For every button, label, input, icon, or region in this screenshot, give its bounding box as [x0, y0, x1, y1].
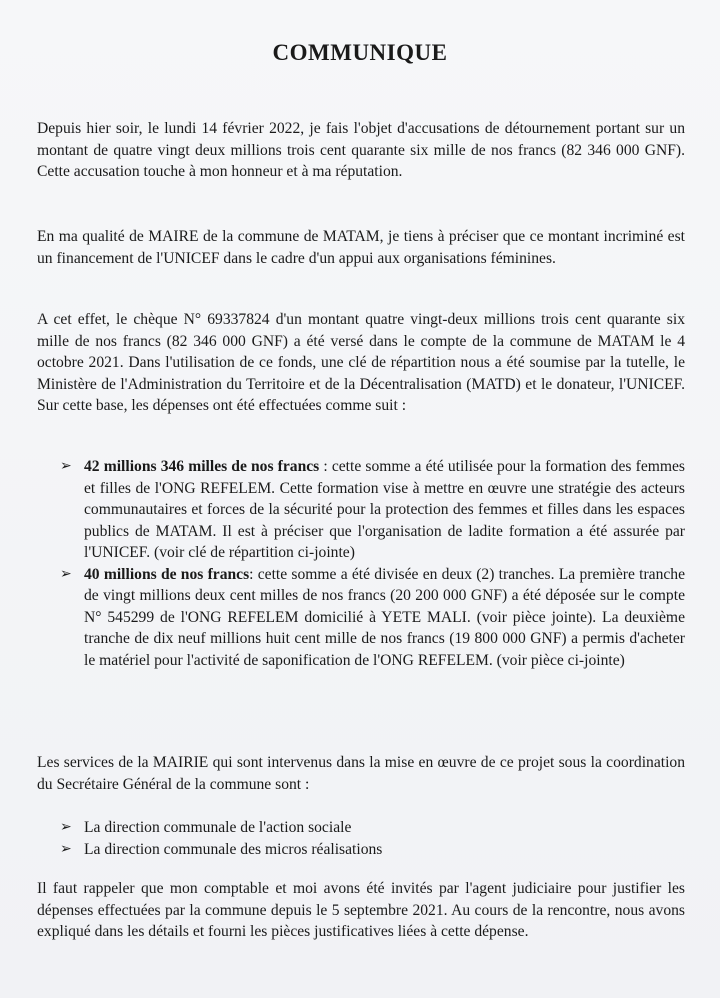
- expense-1-amount: 42 millions 346 milles de nos francs: [84, 458, 320, 475]
- arrow-bullet-icon: ➢: [60, 820, 72, 835]
- expense-list: [60, 456, 685, 671]
- paragraph-services: Les services de la MAIRIE qui sont intervenus dans la mise en œuvre de ce projet sous la coordination du Secrétaire Général de la commune sont :: [37, 754, 685, 793]
- paragraph-clarification: En ma qualité de MAIRE de la commune de MATAM, je tiens à préciser que ce montant incriminé est un financement de l'UNICEF dans le cadre d'un appui aux organisations féminines.: [37, 228, 685, 267]
- expense-1-text: : cette somme a été utilisée pour la formation des femmes et filles de l'ONG REFELEM. Cette formation vise à mettre en œuvre une stratégie des acteurs communautaires et forces de la sécurité pour la protection des femmes et filles dans les espaces publics de MATAM. Il est à préciser que l'organisation de ladite formation a été assurée par l'UNICEF. (voir clé de répartition ci-jointe): [84, 458, 685, 561]
- services-list: [60, 817, 685, 860]
- expense-item-1: [60, 456, 685, 564]
- service-item-2: [60, 839, 685, 861]
- expense-2-amount: 40 millions de nos francs: [84, 565, 250, 583]
- service-1-label: La direction communale de l'action sociale: [84, 819, 352, 836]
- service-item-1: [60, 817, 685, 839]
- expense-item-2: [60, 564, 685, 672]
- expense-2-text: : cette somme a été divisée en deux (2) tranches. La première tranche de vingt millions deux cent milles de nos francs (20 200 000 GNF) a été déposée sur le compte N° 545299 de l'ONG REFELEM domicilié à YETE MALI. (voir pièce jointe). La deuxième tranche de dix neuf millions huit cent mille de nos francs (19 800 000 GNF) a permis d'acheter le matériel pour l'activité de saponification de l'ONG REFELEM. (voir pièce ci-jointe): [84, 565, 686, 669]
- service-2-label: La direction communale des micros réalisations: [84, 840, 383, 858]
- paragraph-cheque: A cet effet, le chèque N° 69337824 d'un montant quatre vingt-deux millions trois cent quarante six mille de nos francs (82 346 000 GNF) a été versé dans le compte de la commune de MATAM le 4 octobre 2021. Dans l'utilisation de ce fonds, une clé de répartition nous a été soumise par la tutelle, le Ministère de l'Administration du Territoire et de la Décentralisation (MATD) et le donateur, l'UNICEF. Sur cette base, les dépenses ont été effectuées comme suit :: [37, 311, 685, 414]
- arrow-bullet-icon: ➢: [60, 566, 72, 582]
- arrow-bullet-icon: ➢: [60, 459, 72, 474]
- arrow-bullet-icon: ➢: [60, 841, 72, 857]
- paragraph-accusation: Depuis hier soir, le lundi 14 février 2022, je fais l'objet d'accusations de détournement portant sur un montant de quatre vingt deux millions trois cent quarante six mille de nos francs (82 346 000 GNF). Cette accusation touche à mon honneur et à ma réputation.: [37, 120, 685, 180]
- document-title: COMMUNIQUE: [272, 40, 448, 65]
- paragraph-audit: Il faut rappeler que mon comptable et moi avons été invités par l'agent judiciaire pour justifier les dépenses effectuées par la commune depuis le 5 septembre 2021. Au cours de la rencontre, nous avons expliqué dans les détails et fourni les pièces justificatives liées à cette dépense.: [37, 880, 685, 940]
